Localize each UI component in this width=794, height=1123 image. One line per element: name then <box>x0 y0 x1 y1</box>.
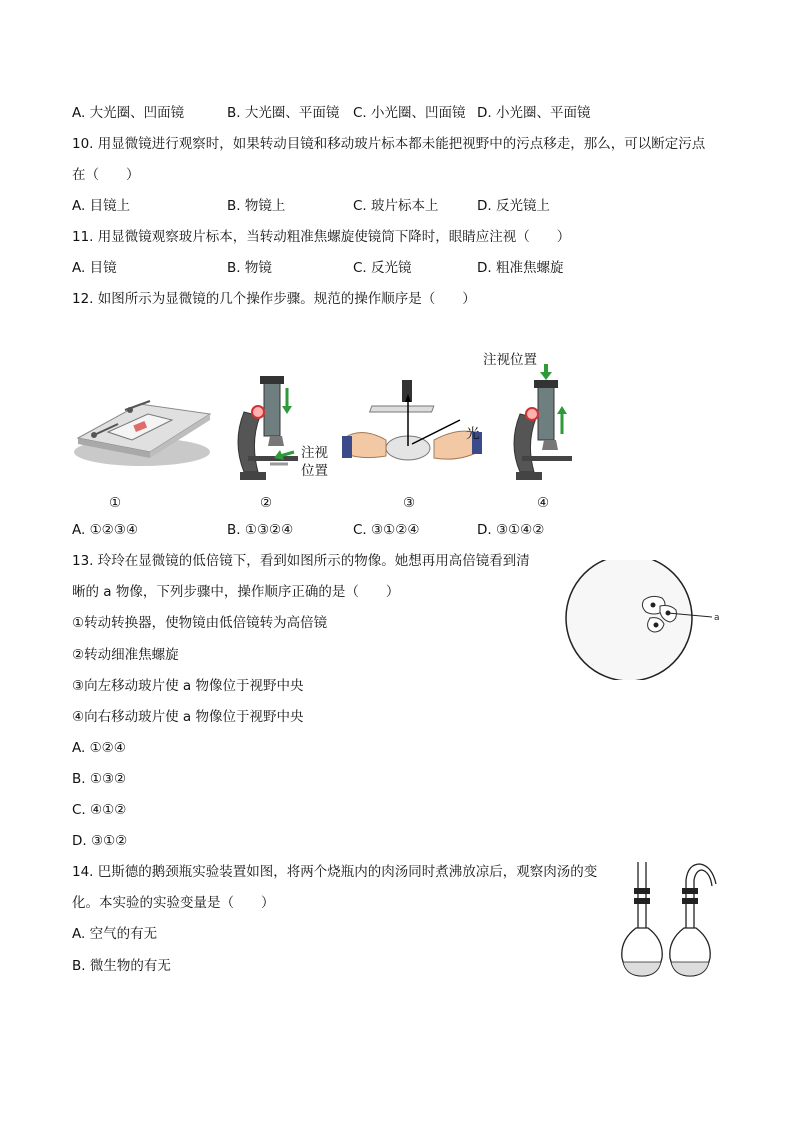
step2-watch-position-label <box>301 444 328 480</box>
q10-option-c[interactable]: C. 玻片标本上 <box>353 198 439 214</box>
q13-option-b[interactable]: B. ①③② <box>72 771 127 787</box>
q9-option-a[interactable]: A. 大光圈、凹面镜 <box>72 105 185 121</box>
q12-option-a[interactable]: A. ①②③④ <box>72 522 138 538</box>
q12-stem: 12. 如图所示为显微镜的几个操作步骤。规范的操作顺序是（ ） <box>72 291 476 307</box>
step4-caption: ④ <box>536 495 550 511</box>
q12-option-c[interactable]: C. ③①②④ <box>353 522 420 538</box>
step1-caption: ① <box>108 495 122 511</box>
step2-label-line2: 位置 <box>301 463 328 479</box>
q12-figure <box>70 340 610 520</box>
q10-option-b[interactable]: B. 物镜上 <box>227 198 286 214</box>
q10-stem-line2: 在（ ） <box>72 167 140 183</box>
q14-stem-line2: 化。本实验的实验变量是（ ） <box>72 895 275 911</box>
step2-label-line1: 注视 <box>301 445 328 461</box>
q14-option-a[interactable]: A. 空气的有无 <box>72 926 158 942</box>
step3-caption: ③ <box>402 495 416 511</box>
q13-step-1: ①转动转换器，使物镜由低倍镜转为高倍镜 <box>72 615 328 631</box>
q10-option-d[interactable]: D. 反光镜上 <box>477 198 550 214</box>
step3-mirror-illustration <box>342 378 482 478</box>
step1-stage-illustration <box>70 390 215 470</box>
q9-option-d[interactable]: D. 小光圈、平面镜 <box>477 105 591 121</box>
step2-caption: ② <box>259 495 273 511</box>
q12-option-b[interactable]: B. ①③②④ <box>227 522 294 538</box>
q12-option-d[interactable]: D. ③①④② <box>477 522 545 538</box>
q13-stem-line2: 晰的 a 物像，下列步骤中，操作顺序正确的是（ ） <box>72 584 400 600</box>
q11-option-d[interactable]: D. 粗准焦螺旋 <box>477 260 564 276</box>
q13-step-3: ③向左移动玻片使 a 物像位于视野中央 <box>72 678 304 694</box>
step4-watch-position-label: 注视位置 <box>483 352 537 368</box>
q14-option-b[interactable]: B. 微生物的有无 <box>72 958 171 974</box>
q13-figure-label-a: a <box>714 613 720 623</box>
q13-stem-line1: 13. 玲玲在显微镜的低倍镜下，看到如图所示的物像。她想再用高倍镜看到清 <box>72 553 530 569</box>
q10-option-a[interactable]: A. 目镜上 <box>72 198 131 214</box>
q11-stem: 11. 用显微镜观察玻片标本，当转动粗准焦螺旋使镜筒下降时，眼睛应注视（ ） <box>72 229 571 245</box>
q13-step-4: ④向右移动玻片使 a 物像位于视野中央 <box>72 709 304 725</box>
q11-option-a[interactable]: A. 目镜 <box>72 260 117 276</box>
q13-option-a[interactable]: A. ①②④ <box>72 740 126 756</box>
q13-option-d[interactable]: D. ③①② <box>72 833 128 849</box>
q13-step-2: ②转动细准焦螺旋 <box>72 647 179 663</box>
step4-microscope-illustration <box>498 364 598 489</box>
q14-stem-line1: 14. 巴斯德的鹅颈瓶实验装置如图，将两个烧瓶内的肉汤同时煮沸放凉后，观察肉汤的变 <box>72 864 598 880</box>
q10-stem-line1: 10. 用显微镜进行观察时，如果转动目镜和移动玻片标本都未能把视野中的污点移走，那么，可以断定污点 <box>72 136 706 152</box>
q14-swan-neck-flask-figure <box>616 858 726 982</box>
q9-option-c[interactable]: C. 小光圈、凹面镜 <box>353 105 466 121</box>
q9-option-b[interactable]: B. 大光圈、平面镜 <box>227 105 340 121</box>
q13-field-of-view-figure <box>562 560 732 680</box>
q11-option-b[interactable]: B. 物镜 <box>227 260 272 276</box>
step3-light-label: 光 <box>466 426 480 442</box>
q11-option-c[interactable]: C. 反光镜 <box>353 260 412 276</box>
q13-option-c[interactable]: C. ④①② <box>72 802 127 818</box>
